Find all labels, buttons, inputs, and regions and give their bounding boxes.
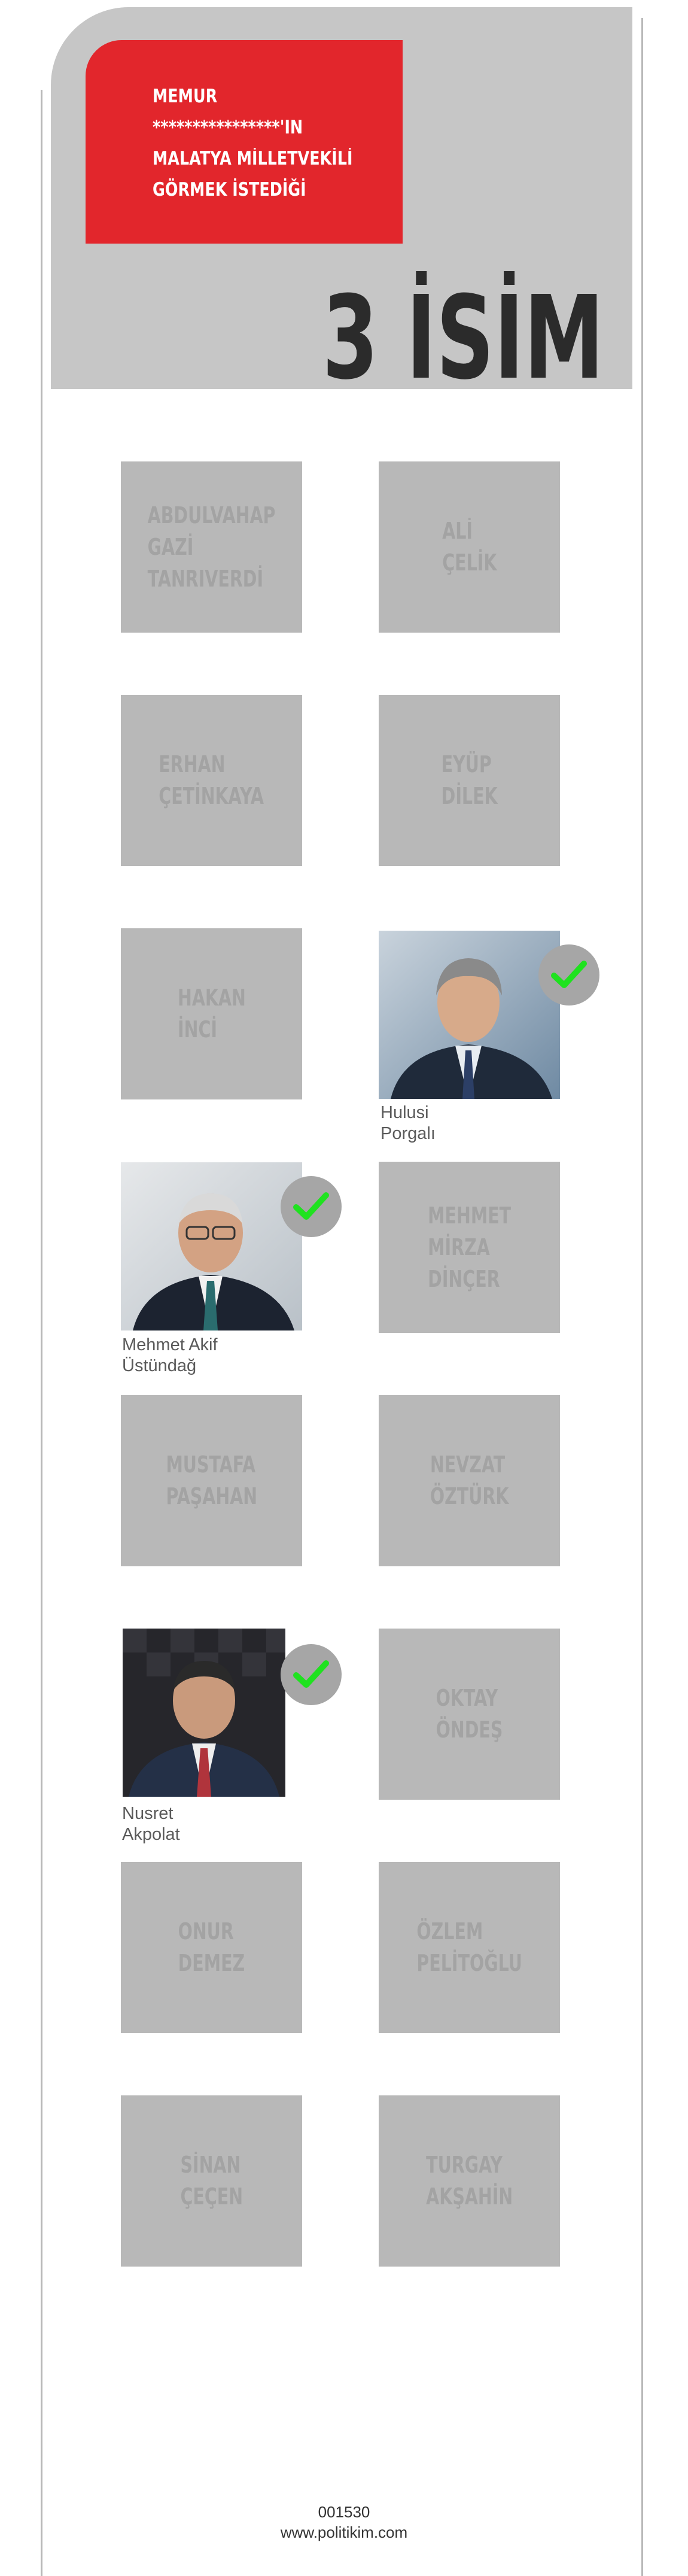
candidate-name xyxy=(180,2149,243,2213)
candidate-tile-mehmet-mirza xyxy=(379,1162,560,1333)
candidate-tile-abdulvahap xyxy=(121,461,302,633)
name-line: MEHMET xyxy=(428,1202,511,1229)
frame-right-line xyxy=(641,18,643,2576)
name-line: DİLEK xyxy=(441,783,498,809)
name-line: DİNÇER xyxy=(428,1265,500,1292)
candidate-caption xyxy=(122,1335,218,1377)
name-line: OKTAY xyxy=(436,1685,498,1711)
caption-line: Mehmet Akif xyxy=(122,1335,218,1354)
name-line: PAŞAHAN xyxy=(166,1483,257,1509)
name-line: SİNAN xyxy=(180,2152,241,2178)
candidate-name xyxy=(436,1682,503,1746)
name-line: TURGAY xyxy=(425,2152,503,2178)
header-line-2: ****************'IN xyxy=(153,117,303,138)
name-line: ÇETİNKAYA xyxy=(159,783,264,809)
selected-check-icon xyxy=(281,1644,342,1705)
caption-line: Akpolat xyxy=(122,1825,180,1844)
footer-code: 001530 xyxy=(318,2503,370,2521)
name-line: ONUR xyxy=(178,1918,234,1945)
name-line: MUSTAFA xyxy=(166,1451,255,1478)
header-line-1: MEMUR xyxy=(153,86,218,107)
candidate-tile-eyup xyxy=(379,695,560,866)
name-line: ÇEÇEN xyxy=(180,2183,243,2210)
candidate-name xyxy=(159,749,264,812)
selected-check-icon xyxy=(281,1176,342,1237)
name-line: EYÜP xyxy=(441,751,492,777)
name-line: ERHAN xyxy=(159,751,226,777)
name-line: TANRIVERDİ xyxy=(147,565,264,592)
candidate-caption xyxy=(380,1102,436,1144)
name-line: ABDULVAHAP xyxy=(147,502,276,528)
header-red-box xyxy=(86,40,403,244)
name-line: İNCİ xyxy=(177,1016,217,1043)
candidate-name xyxy=(442,749,498,812)
candidate-tile-oktay xyxy=(379,1629,560,1800)
candidate-tile-nevzat xyxy=(379,1395,560,1566)
candidate-tile-hakan xyxy=(121,928,302,1099)
candidate-tile-mustafa xyxy=(121,1395,302,1566)
name-line: DEMEZ xyxy=(178,1950,245,1976)
selected-check-icon xyxy=(538,944,599,1006)
candidate-name xyxy=(416,1916,522,1979)
candidate-name xyxy=(430,1449,509,1512)
caption-line: Üstündağ xyxy=(122,1356,197,1375)
name-line: ALİ xyxy=(442,518,473,544)
name-line: PELİTOĞLU xyxy=(416,1950,522,1976)
candidate-tile-sinan xyxy=(121,2095,302,2267)
candidate-photo-hulusi xyxy=(379,931,560,1099)
name-line: GAZİ xyxy=(147,533,194,560)
candidate-tile-turgay xyxy=(379,2095,560,2267)
name-line: ÖZTÜRK xyxy=(430,1483,509,1509)
name-line: ÇELİK xyxy=(442,549,497,576)
frame-left-line xyxy=(41,90,42,2576)
candidate-tile-ali xyxy=(379,461,560,633)
name-line: AKŞAHİN xyxy=(425,2183,513,2210)
name-line: MİRZA xyxy=(428,1234,490,1260)
candidate-photo-nusret xyxy=(123,1629,285,1797)
candidate-name xyxy=(178,1916,245,1979)
caption-line: Nusret xyxy=(122,1804,173,1823)
caption-line: Porgalı xyxy=(380,1124,436,1143)
candidate-photo-mehmet-akif xyxy=(121,1162,302,1330)
candidate-name xyxy=(428,1200,511,1295)
header-line-3: MALATYA MİLLETVEKİLİ xyxy=(153,148,353,169)
name-line: NEVZAT xyxy=(430,1451,506,1478)
caption-line: Hulusi xyxy=(380,1103,429,1122)
candidate-name xyxy=(426,2149,513,2213)
candidate-tile-ozlem xyxy=(379,1862,560,2033)
name-line: HAKAN xyxy=(177,985,246,1011)
candidate-name xyxy=(442,515,497,579)
candidate-name xyxy=(178,982,246,1046)
big-title: 3 İSİM xyxy=(322,272,604,405)
candidate-tile-onur xyxy=(121,1862,302,2033)
name-line: ÖNDEŞ xyxy=(436,1717,503,1743)
header-line-4: GÖRMEK İSTEDİĞİ xyxy=(153,179,306,201)
footer-url[interactable]: www.politikim.com xyxy=(280,2523,408,2541)
candidate-tile-erhan xyxy=(121,695,302,866)
candidate-name xyxy=(148,500,276,595)
candidate-caption xyxy=(122,1803,180,1845)
name-line: ÖZLEM xyxy=(416,1918,483,1945)
candidate-name xyxy=(166,1449,257,1512)
